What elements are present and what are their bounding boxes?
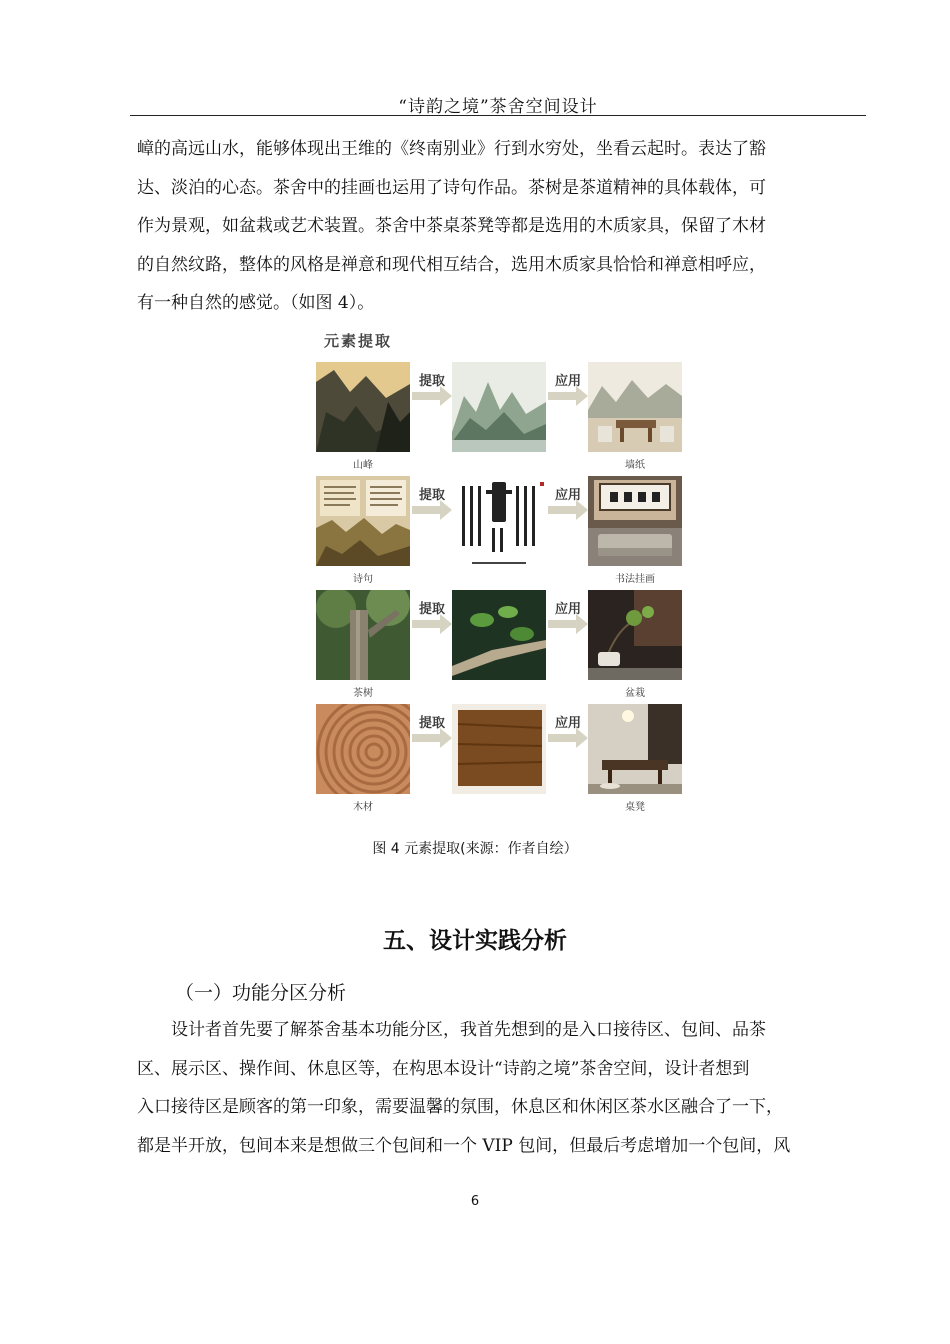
subsection-title: （一）功能分区分析: [175, 982, 347, 1004]
extract-label: 提取: [418, 488, 445, 503]
extract-label: 提取: [418, 374, 445, 389]
apply-arrow: [548, 484, 588, 524]
figure-heading: 元素提取: [324, 332, 393, 350]
paragraph-line: 都是半开放，包间本来是想做三个包间和一个 VIP 包间，但最后考虑增加一个包间，风: [137, 1135, 791, 1156]
tea-tree-photo: [316, 590, 410, 680]
tea-room-furniture-photo: [588, 704, 682, 794]
result-label: 墙纸: [625, 460, 645, 471]
apply-arrow: [548, 712, 588, 752]
extract-arrow: [412, 712, 452, 752]
wood-board-photo: [452, 704, 546, 794]
element-extraction-figure: [316, 326, 682, 818]
apply-arrow: [548, 598, 588, 638]
result-label: 书法挂画: [615, 574, 655, 585]
bonsai-photo: [588, 590, 682, 680]
paragraph-line: 区、展示区、操作间、休息区等，在构思本设计“诗韵之境”茶舍空间，设计者想到: [137, 1058, 750, 1079]
result-label: 盆栽: [625, 688, 645, 699]
figure-caption: 图 4 元素提取(来源：作者自绘）: [372, 841, 578, 857]
hanging-calligraphy-room-photo: [588, 476, 682, 566]
paragraph-line: 达、淡泊的心态。茶舍中的挂画也运用了诗句作品。茶树是茶道精神的具体载体，可: [137, 177, 766, 198]
poem-painting-photo: [316, 476, 410, 566]
source-label: 山峰: [353, 460, 373, 471]
apply-label: 应用: [554, 716, 581, 731]
mountain-photo: [316, 362, 410, 452]
running-header: “诗韵之境”茶舍空间设计: [398, 97, 598, 117]
wood-rings-photo: [316, 704, 410, 794]
apply-label: 应用: [554, 602, 581, 617]
apply-arrow: [548, 370, 588, 410]
header-rule: [130, 115, 866, 116]
body-paragraph: [137, 1011, 857, 1165]
tea-leaves-photo: [452, 590, 546, 680]
section-title: 五、设计实践分析: [383, 928, 567, 954]
paragraph-line: 入口接待区是顾客的第一印象，需要温馨的氛围，休息区和休闲区茶水区融合了一下，: [137, 1097, 783, 1117]
paragraph-line: 有一种自然的感觉。（如图 4）。: [137, 293, 375, 313]
extract-label: 提取: [418, 716, 445, 731]
ink-landscape-photo: [452, 362, 546, 452]
paragraph-line: 设计者首先要了解茶舍基本功能分区，我首先想到的是入口接待区、包间、品茶: [137, 1020, 766, 1040]
page-number: 6: [470, 1194, 480, 1209]
apply-label: 应用: [554, 374, 581, 389]
extract-arrow: [412, 484, 452, 524]
source-label: 诗句: [353, 574, 373, 585]
wallpaper-room-photo: [588, 362, 682, 452]
extract-arrow: [412, 598, 452, 638]
apply-label: 应用: [554, 488, 581, 503]
source-label: 茶树: [353, 688, 373, 699]
paragraph-line: 作为景观，如盆栽或艺术装置。茶舍中茶桌茶凳等都是选用的木质家具，保留了木材: [137, 216, 766, 236]
calligraphy-photo: [452, 476, 546, 566]
extract-arrow: [412, 370, 452, 410]
result-label: 桌凳: [625, 802, 645, 813]
source-label: 木材: [353, 802, 373, 813]
paragraph-line: 嶂的高远山水，能够体现出王维的《终南别业》行到水穷处，坐看云起时。表达了豁: [137, 139, 766, 159]
paragraph-line: 的自然纹路，整体的风格是禅意和现代相互结合，选用木质家具恰恰和禅意相呼应，: [137, 254, 766, 275]
extract-label: 提取: [418, 602, 445, 617]
body-paragraph: [137, 130, 857, 323]
